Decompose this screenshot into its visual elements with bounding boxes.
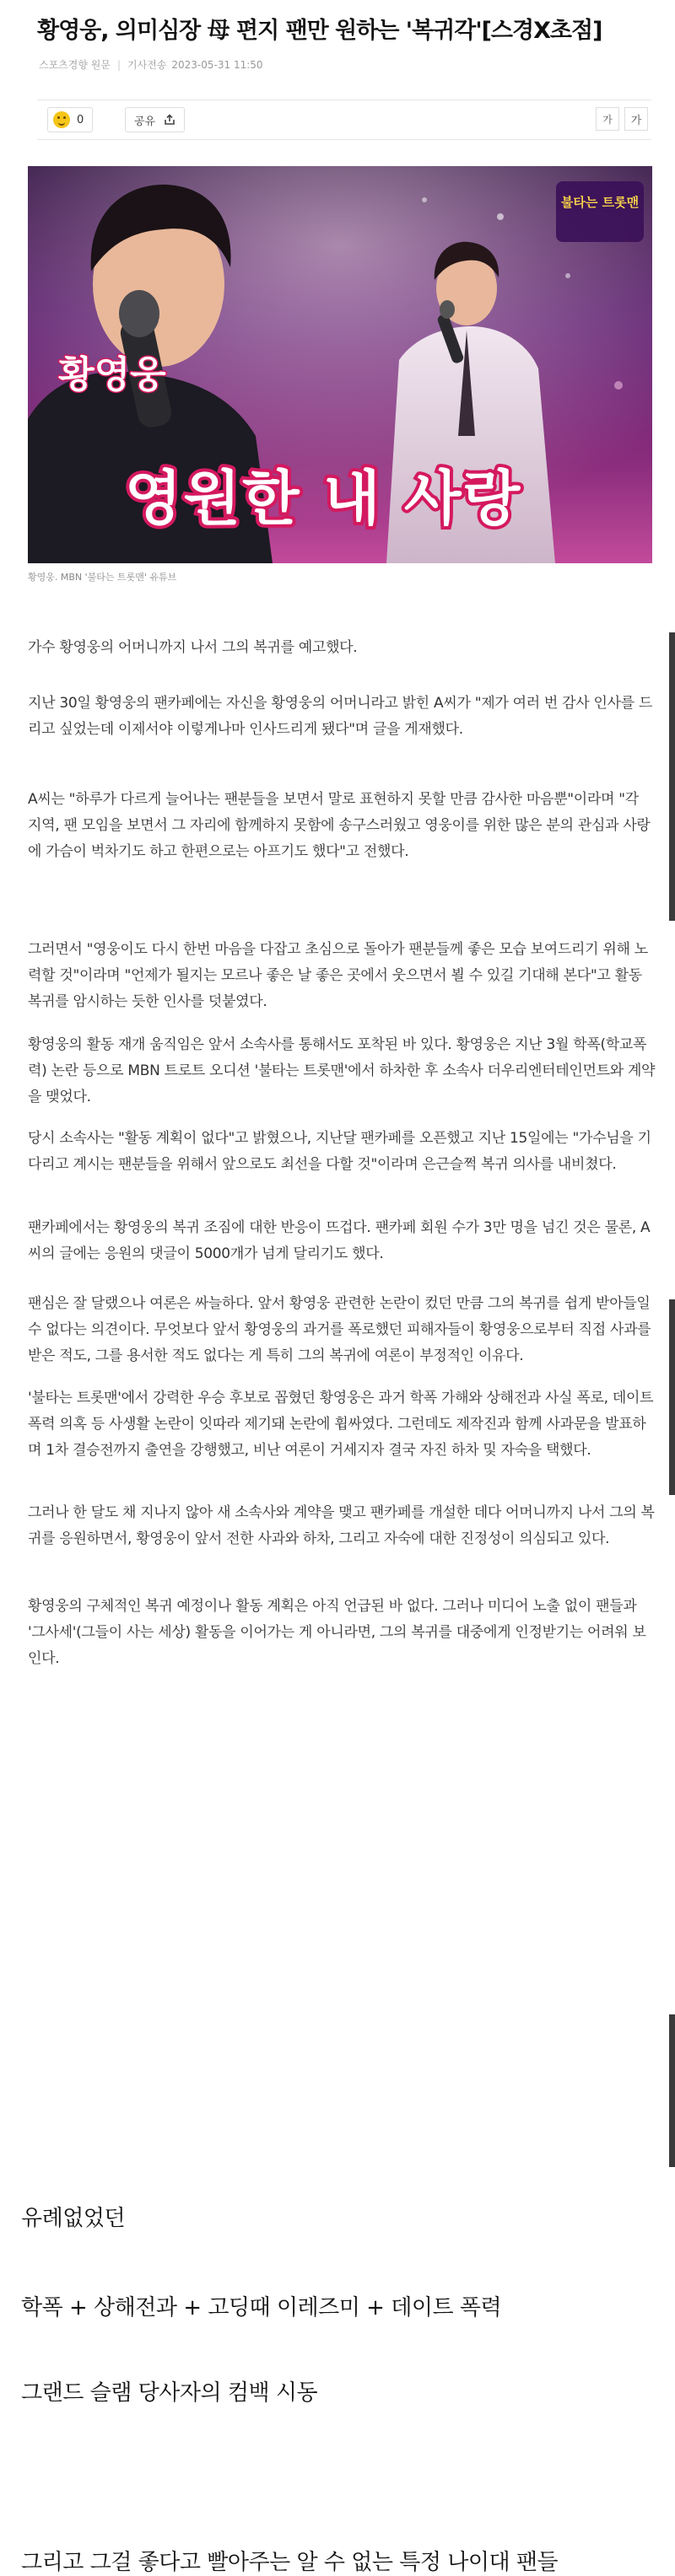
post-comment-line: 학폭 + 상해전과 + 고딩때 이레즈미 + 데이트 폭력 [21,2295,502,2321]
article-paragraph [28,1032,656,1111]
paragraph-text: 팬카페에서는 황영웅의 복귀 조짐에 대한 반응이 뜨겁다. 팬카페 회원 수가 3만 명을 넘긴 것은 물론, A씨의 글에는 응원의 댓글이 5000개가 넘게 달리기도 했다. [28,1219,651,1262]
article-paragraph [28,1594,656,1672]
post-comment-line: 그리고 그걸 좋다고 빨아주는 알 수 없는 특정 나이대 팬들 [21,2550,559,2575]
article-paragraph [28,1215,656,1267]
share-button[interactable] [125,107,185,132]
reaction-count: 0 [77,113,84,126]
article-paragraph [28,937,656,1015]
article-paragraph [28,1500,656,1552]
article-paragraph [28,787,656,865]
article-toolbar [37,99,651,140]
paragraph-text: 황영웅의 구체적인 복귀 예정이나 활동 계획은 아직 언급된 바 없다. 그러나 미디어 노출 없이 팬들과 '그사세'(그들이 사는 세상) 활동을 이어가는 게 아니라면, 그의 복귀를 대중에게 인정받기는 어려워 보인다. [28,1598,646,1667]
page-edge-bar [669,2014,675,2167]
article-title: 황영웅, 의미심장 母 편지 팬만 원하는 '복귀각'[스경X초점] [37,18,602,44]
paragraph-text: 지난 30일 황영웅의 팬카페에는 자신을 황영웅의 어머니라고 밝힌 A씨가 "제가 여러 번 감사 인사를 드리고 싶었는데 이제서야 이렇게나마 인사드리게 됐다"며 글을 게재했다. [28,695,653,738]
paragraph-text: 팬심은 잘 달랬으나 여론은 싸늘하다. 앞서 황영웅 관련한 논란이 컸던 만큼 그의 복귀를 쉽게 받아들일 수 없다는 의견이다. 무엇보다 앞서 황영웅의 과거를 폭로했던 피해자들이 황영웅으로부터 직접 사과를 받은 적도, 그를 용서한 적도 없다는 게 특히 그의 복귀에 여론이 부정적인 이유다. [28,1295,651,1364]
share-label: 공유 [134,115,156,128]
page-edge-bar [669,1299,675,1495]
post-comment-line: 유례없었던 [21,2206,126,2231]
font-increase-button[interactable]: 가 [624,107,648,131]
paragraph-text: 당시 소속사는 "활동 계획이 없다"고 밝혔으나, 지난달 팬카페를 오픈했고 지난 15일에는 "가수님을 기다리고 계시는 팬분들을 위해서 앞으로도 최선을 다할 것"이라며 은근슬쩍 복귀 의사를 내비쳤다. [28,1130,651,1173]
smile-emoji-icon [53,111,70,128]
article-paragraph [28,1291,656,1369]
font-decrease-button[interactable]: 가 [596,107,619,131]
singer-name-caption: 황영웅 [58,353,166,396]
paragraph-text: 그러면서 "영웅이도 다시 한번 마음을 다잡고 초심으로 돌아가 팬분들께 좋은 모습 보여드리기 위해 노력할 것"이라며 "언제가 될지는 모르나 좋은 날 좋은 곳에서 웃으면서 뵐 수 있길 기대해 본다"고 활동 복귀를 암시하는 듯한 인사를 덧붙였다. [28,941,648,1010]
article-photo [28,166,652,563]
page-edge-bar [669,632,675,921]
paragraph-text: A씨는 "하루가 다르게 늘어나는 팬분들을 보면서 말로 표현하지 못할 만큼 감사한 마음뿐"이라며 "각 지역, 팬 모임을 보면서 그 자리에 함께하지 못함에 송구스러웠고 영웅이를 위한 많은 분의 관심과 사랑에 가슴이 벅차기도 하고 한편으로는 아프기도 했다"고 전했다. [28,791,651,860]
source-link[interactable]: 스포츠경향 원문 [39,59,111,71]
stage-scene [28,166,652,563]
sent-label: 기사전송 [127,59,167,71]
article-datetime: 2023-05-31 11:50 [171,59,263,71]
paragraph-text: 그러나 한 달도 채 지나지 않아 새 소속사와 계약을 맺고 팬카페를 개설한 데다 어머니까지 나서 그의 복귀를 응원하면서, 황영웅이 앞서 전한 사과와 하차, 그리고 자숙에 대한 진정성이 의심되고 있다. [28,1504,655,1547]
photo-caption: 황영웅. MBN '불타는 트롯맨' 유튜브 [28,572,177,583]
article-paragraph [28,1385,656,1464]
reaction-button[interactable] [47,107,93,132]
article-paragraph [28,635,656,661]
paragraph-text: 가수 황영웅의 어머니까지 나서 그의 복귀를 예고했다. [28,639,358,656]
paragraph-text: '불타는 트롯맨'에서 강력한 우승 후보로 꼽혔던 황영웅은 과거 학폭 가해와 상해전과 사실 폭로, 데이트 폭력 의혹 등 사생활 논란이 잇따라 제기돼 논란에 휩싸였다. 그런데도 제작진과 함께 사과문을 발표하며 1차 결승전까지 출연을 강행했고, 비난 여론이 거세지자 결국 자진 하차 및 자숙을 택했다. [28,1390,654,1459]
article-paragraph [28,691,656,743]
paragraph-text: 황영웅의 활동 재개 움직임은 앞서 소속사를 통해서도 포착된 바 있다. 황영웅은 지난 3월 학폭(학교폭력) 논란 등으로 MBN 트로트 오디션 '불타는 트롯맨'에서 하차한 후 소속사 더우리엔터테인먼트와 계약을 맺었다. [28,1036,656,1105]
meta-divider: | [116,59,122,71]
show-logo: 불타는 트롯맨 [560,195,640,210]
post-comment-line: 그랜드 슬램 당사자의 컴백 시동 [21,2380,318,2406]
song-title-caption: 영원한 내 사랑 [124,464,522,533]
article-paragraph [28,1126,656,1178]
article-meta [39,57,263,72]
share-icon [164,114,176,126]
